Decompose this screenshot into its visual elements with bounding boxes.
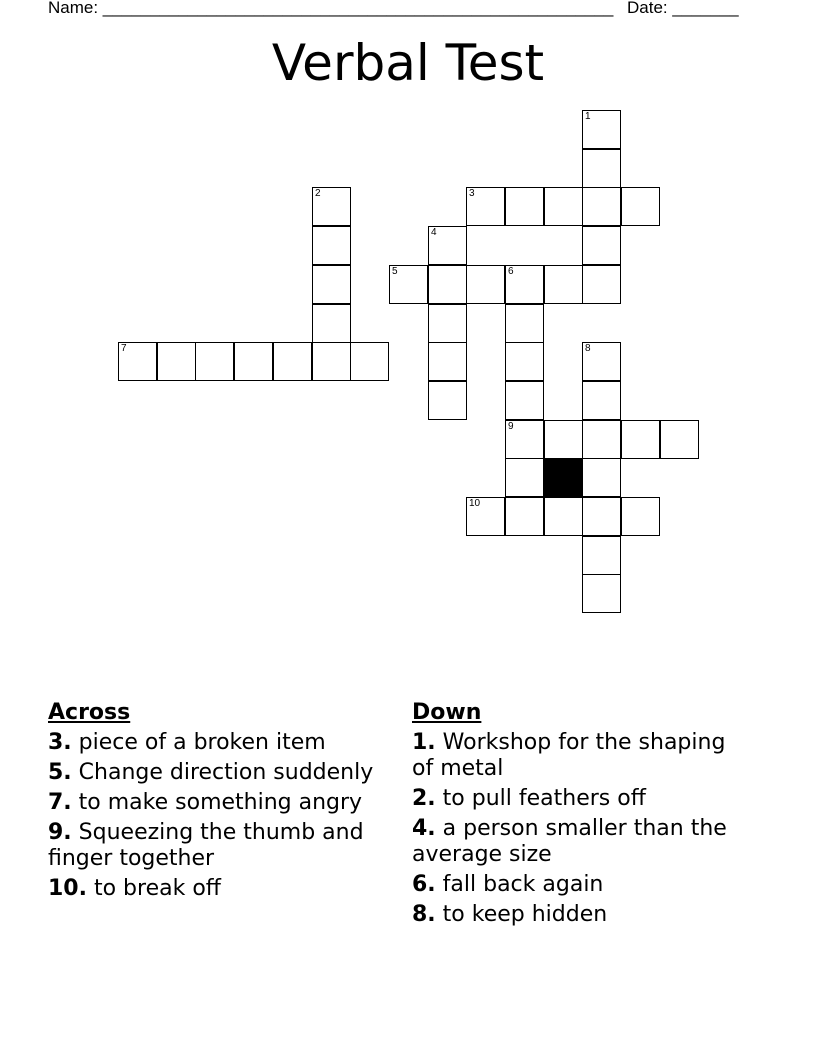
cell-number: 3 [469, 188, 475, 199]
grid-cell[interactable] [312, 226, 351, 265]
grid-cell[interactable] [582, 420, 621, 459]
grid-cell[interactable] [621, 420, 660, 459]
grid-cell[interactable] [118, 342, 157, 381]
clue-number: 5. [48, 760, 72, 785]
grid-cell[interactable] [582, 497, 621, 536]
clue-number: 1. [412, 730, 436, 755]
grid-cell[interactable] [505, 497, 544, 536]
grid-cell[interactable] [505, 458, 544, 497]
clue-number: 7. [48, 790, 72, 815]
down-heading: Down [412, 700, 482, 725]
across-clue [48, 820, 393, 872]
grid-cell[interactable] [544, 497, 583, 536]
down-clue [412, 902, 732, 928]
cell-number: 1 [585, 111, 591, 122]
clue-number: 3. [48, 730, 72, 755]
clue-text: Squeezing the thumb and finger together [48, 820, 364, 871]
cell-number: 7 [121, 343, 127, 354]
across-clue [48, 760, 393, 786]
grid-cell[interactable] [582, 381, 621, 420]
grid-cell[interactable] [273, 342, 312, 381]
grid-cell[interactable] [312, 304, 351, 343]
clue-text: Change direction suddenly [71, 760, 374, 785]
clue-text: Workshop for the shaping of metal [412, 730, 726, 781]
across-clue [48, 876, 393, 902]
grid-cell[interactable] [350, 342, 389, 381]
grid-cell[interactable] [389, 265, 428, 304]
page-title: Verbal Test [271, 34, 545, 92]
grid-cell[interactable] [582, 187, 621, 226]
down-clue [412, 872, 732, 898]
grid-cell[interactable] [466, 187, 505, 226]
clue-text: to make something angry [71, 790, 363, 815]
grid-cell[interactable] [312, 342, 351, 381]
grid-cell[interactable] [582, 458, 621, 497]
grid-cell[interactable] [312, 265, 351, 304]
clue-number: 6. [412, 872, 436, 897]
grid-cell[interactable] [505, 342, 544, 381]
grid-cell[interactable] [195, 342, 234, 381]
grid-cell[interactable] [234, 342, 273, 381]
date-field-label: Date: _______ [627, 0, 739, 17]
clue-number: 2. [412, 786, 436, 811]
cell-number: 9 [508, 421, 514, 432]
grid-cell[interactable] [544, 265, 583, 304]
grid-cell[interactable] [466, 497, 505, 536]
clue-text: to pull feathers off [435, 786, 646, 811]
clue-number: 8. [412, 902, 436, 927]
grid-cell[interactable] [312, 187, 351, 226]
cell-number: 4 [431, 227, 437, 238]
grid-cell[interactable] [582, 110, 621, 149]
grid-cell[interactable] [621, 187, 660, 226]
down-clue [412, 730, 732, 782]
clue-text: a person smaller than the average size [412, 816, 727, 867]
name-field-label: Name: ______________________________________________________ [48, 0, 614, 17]
across-clue [48, 790, 393, 816]
across-clues [48, 700, 393, 906]
grid-cell[interactable] [428, 265, 467, 304]
down-clues [412, 700, 732, 932]
grid-cell[interactable] [505, 265, 544, 304]
grid-cell[interactable] [466, 265, 505, 304]
grid-cell[interactable] [505, 187, 544, 226]
cell-number: 10 [469, 498, 481, 509]
clue-number: 9. [48, 820, 72, 845]
grid-cell[interactable] [428, 381, 467, 420]
grid-cell[interactable] [582, 265, 621, 304]
clue-number: 4. [412, 816, 436, 841]
cell-number: 5 [392, 266, 398, 277]
across-heading: Across [48, 700, 131, 725]
clue-number: 10. [48, 876, 87, 901]
grid-cell[interactable] [582, 149, 621, 188]
grid-cell[interactable] [582, 226, 621, 265]
clue-text: fall back again [435, 872, 604, 897]
clue-text: to break off [86, 876, 221, 901]
cell-number: 2 [315, 188, 321, 199]
across-clue [48, 730, 393, 756]
grid-cell[interactable] [157, 342, 196, 381]
grid-cell[interactable] [621, 497, 660, 536]
grid-cell[interactable] [505, 381, 544, 420]
down-clue [412, 786, 732, 812]
grid-cell[interactable] [505, 304, 544, 343]
grid-cell[interactable] [428, 226, 467, 265]
grid-cell[interactable] [582, 536, 621, 575]
grid-cell[interactable] [428, 342, 467, 381]
down-clue [412, 816, 732, 868]
grid-cell[interactable] [505, 420, 544, 459]
grid-cell[interactable] [582, 342, 621, 381]
grid-cell[interactable] [428, 304, 467, 343]
cell-number: 8 [585, 343, 591, 354]
clue-text: piece of a broken item [71, 730, 326, 755]
grid-cell[interactable] [544, 187, 583, 226]
black-cell [544, 458, 583, 497]
grid-cell[interactable] [544, 420, 583, 459]
cell-number: 6 [508, 266, 514, 277]
clue-text: to keep hidden [435, 902, 608, 927]
grid-cell[interactable] [582, 574, 621, 613]
grid-cell[interactable] [660, 420, 699, 459]
